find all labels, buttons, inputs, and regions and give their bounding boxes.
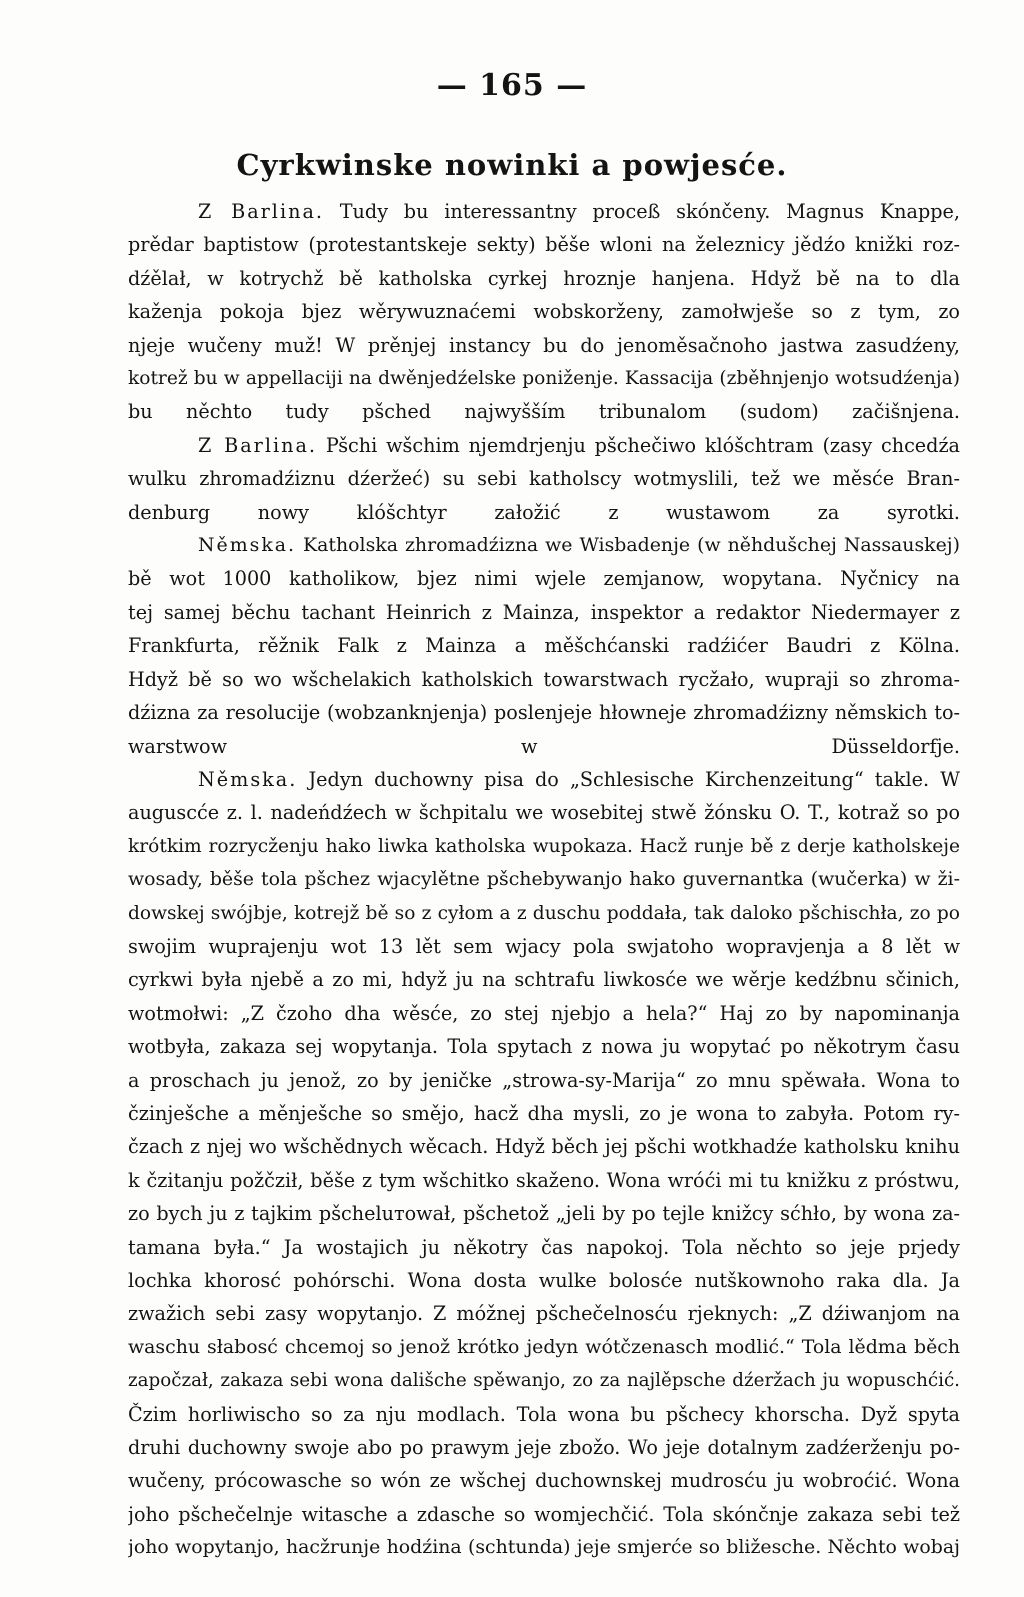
text-line [128,730,960,763]
text-line [128,1431,960,1464]
line-text: Tudy bu interessantny proceß skónčeny. Magnus Knappe, [339,200,960,223]
line-text: denburg nowy klóšchtyr załožić z wustawom za syrotki. [128,500,960,524]
line-text: bě wot 1000 katholikow, bjez nimi wjele zemjanow, wopytana. Nyčnicy na [128,567,960,591]
line-text: wotmołwi: „Z čzoho dha wěsće, zo stej njebjo a hela?“ Haj zo by napominanja [128,1001,960,1025]
line-text: Katholska zhromadźizna we Wisbadenje (w něhdušchej Nassauskej) [303,534,960,557]
line-text: wulku zhromadźiznu dźeržeć) su sebi katholscy wotmyslili, tež we měsće Bran- [128,467,960,491]
line-text: dowskej swójbje, kotrejž bě so z cyłom a z duschu poddała, tak daloko pšchischła, zo po [128,902,960,924]
text-line [128,997,960,1030]
line-text: joho wopytanjo, hacžrunje hodźina (schtunda) jeje smjerće so bližesche. Něchto wobaj [128,1536,960,1559]
line-text: Jedyn duchowny pisa do „Schlesische Kirchenzeitung“ takle. W [308,767,960,791]
text-line [128,262,960,295]
line-text: započzał, zakaza sebi wona dališche spěwanjo, zo za najlěpsche dźeržach ju wopuschćić. [128,1370,960,1392]
text-line [128,897,960,930]
text-line [128,1531,960,1564]
text-line [128,596,960,629]
text-line [128,295,960,328]
text-line [128,830,960,863]
line-text: dźělał, w kotrychž bě katholska cyrkej hroznje hanjena. Hdyž bě na to dla [128,266,960,290]
text-line [128,1231,960,1264]
line-text: auguscće z. l. nadeńdźech w šchpitalu we wosebitej stwě žónsku O. T., kotraž so po [128,801,960,825]
text-line [128,930,960,963]
dateline-place: Němska. [198,534,297,557]
text-line [128,562,960,595]
text-line [128,1197,960,1230]
line-text: a proschach ju jenož, zo by jeničke „strowa-sy-Marija“ zo mnu spěwała. Wona to [128,1068,960,1092]
line-text: tej samej běchu tachant Heinrich z Mainza, inspektor a redaktor Niedermayer z [128,600,960,624]
text-line [128,1498,960,1531]
line-text: wučeny, prócowasche so wón ze wšchej duchownskej mudrosću ju wobroćić. Wona [128,1469,960,1493]
text-line [128,1164,960,1197]
text-line [128,629,960,662]
line-text: waschu słabosć chcemoj so jenož krótko jedyn wótčzenasch modlić.“ Tola lědma běch [128,1335,960,1358]
line-text: kotrež bu w appellaciji na dwěnjedźelske poniženje. Kassacija (zběhnjenjo wotsudźenja) [128,368,960,390]
text-line [128,1030,960,1063]
text-line [128,1364,960,1397]
line-text: lochka khorosć pohórschi. Wona dosta wulke bolosće nutškownoho raka dla. Ja [128,1269,960,1292]
text-line [128,1130,960,1163]
text-line [128,1264,960,1297]
text-line [128,1398,960,1431]
text-line [128,362,960,395]
line-text: zwažich sebi zasy wopytanjo. Z móžnej pšchečelnosću rjeknych: „Z dźiwanjom na [128,1302,960,1326]
text-line [128,195,960,228]
text-line [128,529,960,562]
text-line [128,329,960,362]
line-text: wotbyła, zakaza sej wopytanja. Tola spytach z nowa ju wopytać po někotrym času [128,1035,960,1059]
text-line [128,429,960,462]
section-title: Cyrkwinske nowinki a powjesće. [236,148,788,182]
text-line [128,462,960,495]
text-line [128,963,960,996]
line-text: Hdyž bě so wo wšchelakich katholskich towarstwach rycžało, wupraji so zhroma- [128,667,960,691]
line-text: warstwow w Düsseldorfje. [128,734,960,758]
line-text: cyrkwi była njebě a zo mi, hdyž ju na schtrafu liwkosće we wěrje kedźbnu sčinich, [128,968,960,992]
text-line [128,1464,960,1497]
line-text: krótkim rozrycženju hako liwka katholska wupokaza. Hacž runje bě z derje katholskeje [128,835,960,857]
line-text: dźizna za resolucije (wobzanknjenja) poslenjeje hłowneje zhromadźizny němskich to- [128,701,960,725]
line-text: kaženja pokoja bjez wěrywuznaćemi wobskorženy, zamołwješe so z tym, zo [128,300,960,324]
line-text: druhi duchowny swoje abo po prawym jeje zbožo. Wo jeje dotalnym zadźerženju po- [128,1436,960,1460]
text-line [128,1097,960,1130]
line-text: joho pšchečelnje witasche a zdasche so womjechčić. Tola skónčnje zakaza sebi tež [128,1502,960,1526]
text-line [128,796,960,829]
line-text: Frankfurta, rěžnik Falk z Mainza a měšchćanski radźićer Baudri z Kölna. [128,634,960,658]
line-text: čzinješche a měnješche so směјo, hacž dha mysli, zo je wona to zabyła. Potom ry- [128,1101,960,1125]
line-text: bu něchto tudy pšched najwyšším tribunalom (sudom) začišnjena. [128,400,960,424]
text-line [128,763,960,796]
text-line [128,863,960,896]
line-text: k čzitanju požčził, běše z tym wšchitko skaženo. Wona wróći mi tu knižku z próstwu, [128,1168,960,1192]
dateline-place: Z Barlina. [198,200,324,223]
text-line [128,663,960,696]
line-text: Čzim horliwischo so za nju modlach. Tola wona bu pšchecy khorscha. Dyž spyta [128,1402,960,1426]
text-line [128,696,960,729]
dateline-place: Němska. [198,767,298,791]
line-text: njeje wučeny muž! W prěnjej instancy bu do jenoměsačnoho jastwa zasudźeny, [128,333,960,357]
article-body [128,195,960,1565]
text-line [128,228,960,261]
line-text: Pšchi wšchim njemdrjenju pšchečiwo klóšchtram (zasy chcedźa [325,433,960,457]
text-line [128,496,960,529]
line-text: čzach z njej wo wšchědnych wěcach. Hdyž běch jej pšchi wotkhadźe katholsku knihu [128,1135,960,1159]
dateline-place: Z Barlina. [198,433,318,457]
line-text: wosady, běše tola pšchez wjacylětne pšchebywanjo hako guvernantka (wučerka) w ži- [128,868,960,891]
text-line [128,1297,960,1330]
line-text: prědar baptistow (protestantskeje sekty) běše wloni na železnicy jědźo knižki roz- [128,233,960,257]
page-number: — 165 — [436,68,588,103]
text-line [128,395,960,428]
line-text: zo bych ju z tajkim pšcheluтował, pšchetož „jeli by po tejle knižcy sćhło, by wona za- [128,1202,960,1226]
text-line [128,1331,960,1364]
line-text: tamana była.“ Ja wostajich ju někotry čas napokoj. Tola něchto so jeje prjedy [128,1235,960,1259]
line-text: swojim wuprajenju wot 13 lět sem wjacy pola swjatoho wopravjenja a 8 lět w [128,934,960,958]
text-line [128,1064,960,1097]
